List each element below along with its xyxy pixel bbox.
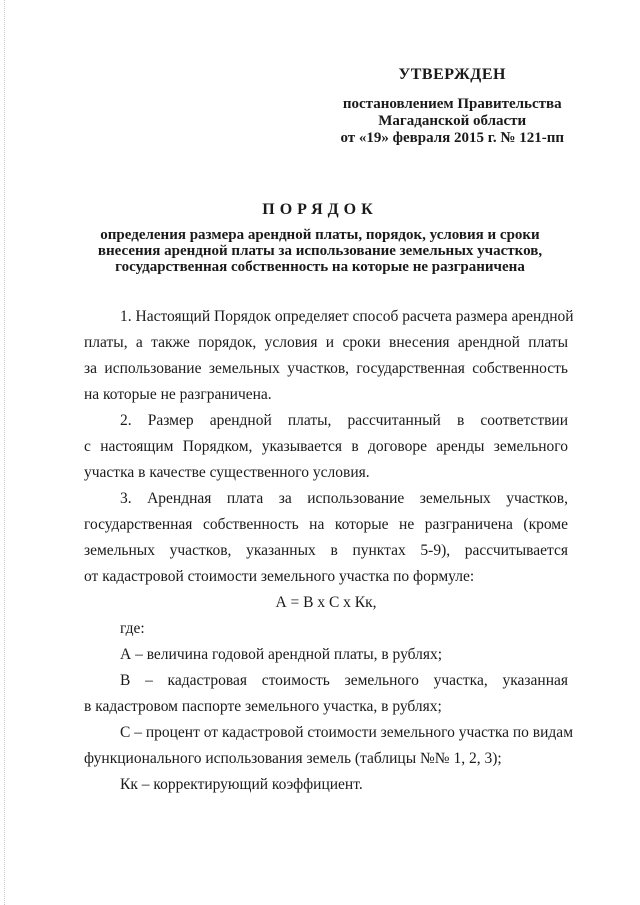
document-subtitle	[70, 227, 570, 275]
paragraph-3-line-3: земельных участков, указанных в пунктах 5-9), рассчитывается	[84, 542, 568, 559]
approval-line-2: Магаданской области	[378, 113, 527, 129]
approval-line-1: постановлением Правительства	[342, 96, 562, 112]
definition-kk: Кк – корректирующий коэффициент.	[120, 776, 363, 793]
approval-title: УТВЕРЖДЕН	[398, 66, 506, 83]
definition-b-line-1: В – кадастровая стоимость земельного участка, указанная	[120, 672, 568, 689]
definition-a: А – величина годовой арендной платы, в рублях;	[120, 646, 443, 663]
subtitle-line-1: определения размера арендной платы, порядок, условия и сроки	[100, 227, 540, 243]
paragraph-2-line-3: участка в качестве существенного условия.	[84, 464, 370, 481]
paragraph-1-line-3: за использование земельных участков, государственная собственность	[84, 360, 568, 377]
paragraph-1-line-4: на которые не разграничена.	[84, 386, 272, 403]
paragraph-2-line-1: 2. Размер арендной платы, рассчитанный в соответствии	[120, 412, 568, 429]
paragraph-2-line-2: с настоящим Порядком, указывается в договоре аренды земельного	[84, 438, 568, 455]
definition-c-line-2: функционального использования земель (таблицы №№ 1, 2, 3);	[84, 750, 502, 767]
scan-edge-artifact	[4, 0, 6, 905]
formula: А = В х С х Кк,	[275, 594, 377, 611]
approval-line-3: от «19» февраля 2015 г. № 121-пп	[340, 130, 564, 146]
subtitle-line-3: государственная собственность на которые не разграничена	[115, 259, 525, 275]
where-label: где:	[120, 620, 145, 637]
paragraph-1-line-2: платы, а также порядок, условия и сроки внесения арендной платы	[84, 334, 568, 351]
definition-c-line-1: С – процент от кадастровой стоимости земельного участка по видам	[120, 724, 573, 741]
definition-b-line-2: в кадастровом паспорте земельного участка, в рублях;	[84, 698, 442, 715]
document-title: ПОРЯДОК	[262, 201, 378, 218]
paragraph-3-line-1: 3. Арендная плата за использование земельных участков,	[120, 490, 568, 507]
approval-stamp	[340, 66, 564, 147]
subtitle-line-2: внесения арендной платы за использование земельных участков,	[97, 243, 543, 259]
paragraph-1-line-1: 1. Настоящий Порядок определяет способ расчета размера арендной	[120, 308, 574, 325]
paragraph-3-line-4: от кадастровой стоимости земельного участка по формуле:	[84, 568, 475, 585]
paragraph-3-line-2: государственная собственность на которые не разграничена (кроме	[84, 516, 568, 533]
